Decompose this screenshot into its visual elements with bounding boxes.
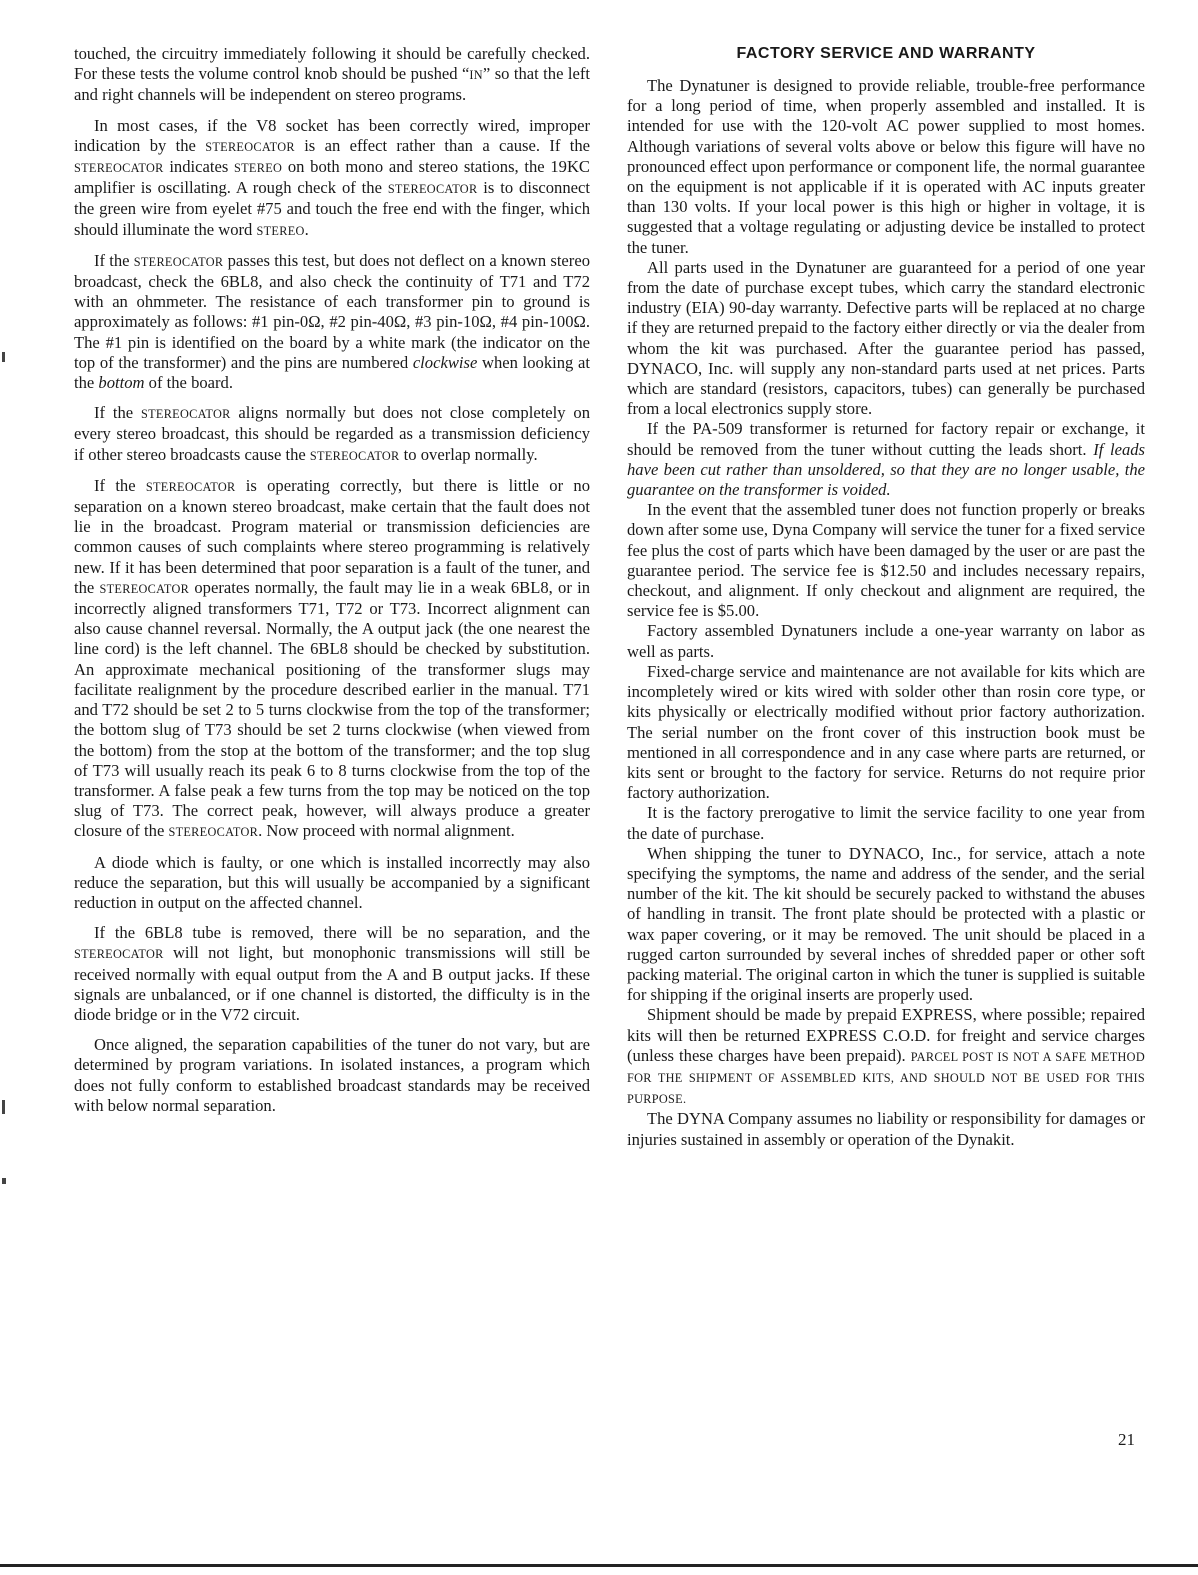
- left-column: [74, 44, 590, 1126]
- right-paragraph-9: Shipment should be made by prepaid EXPRESS, where possible; repaired kits will then be returned EXPRESS C.O.D. for freight and service charges (unless these charges have been prepaid). PARCEL POST IS NOT A SAFE METHOD FOR THE SHIPMENT OF ASSEMBLED KITS, AND SHOULD NOT BE USED FOR THIS PURPOSE.: [627, 1005, 1145, 1107]
- left-paragraph-6: A diode which is faulty, or one which is installed incorrectly may also reduce the separation, but this will usually be accompanied by a significant reduction in output on the affected channel.: [74, 852, 590, 912]
- left-paragraph-2: In most cases, if the V8 socket has been correctly wired, improper indication by the STEREOCATOR is an effect rather than a cause. If the STEREOCATOR indicates STEREO on both mono and stereo stations, the 19KC amplifier is oscillating. A rough check of the STEREOCATOR is to disconnect the green wire from eyelet #75 and touch the free end with the finger, which should illuminate the word STEREO.: [74, 115, 591, 239]
- left-paragraph-7: If the 6BL8 tube is removed, there will be no separation, and the STEREOCATOR will not light, but monophonic transmissions will still be received normally with equal output from the A and B output jacks. If these signals are unbalanced, or if one channel is distorted, the difficulty is in the diode bridge or in the V72 circuit.: [74, 923, 590, 1024]
- page-number: 21: [1118, 1430, 1135, 1449]
- right-paragraph-5: Factory assembled Dynatuners include a one-year warranty on labor as well as parts.: [627, 621, 1145, 661]
- margin-mark: [2, 1178, 6, 1184]
- right-paragraph-6: Fixed-charge service and maintenance are not available for kits which are incompletely wired or kits wired with solder other than rosin core type, or kits physically or electrically modified without prior factory authorization. The serial number on the front cover of this instruction book must be mentioned in all correspondence and in any case where parts are returned, or kits sent or brought to the factory for service. Returns do not require prior factory authorization.: [627, 661, 1145, 803]
- right-paragraph-4: In the event that the assembled tuner does not function properly or breaks down after some use, Dyna Company will service the tuner for a fixed service fee plus the cost of parts which have been damaged by the user or are past the guarantee period. The service fee is $12.50 and includes necessary repairs, checkout, and alignment. If only checkout and alignment are required, the service fee is $5.00.: [627, 500, 1145, 621]
- margin-mark: [2, 1100, 5, 1114]
- left-paragraph-8: Once aligned, the separation capabilities of the tuner do not vary, but are determined by program variations. In isolated instances, a program which does not fully conform to established broadcast standards may be received with below normal separation.: [74, 1035, 590, 1115]
- left-paragraph-3: If the STEREOCATOR passes this test, but does not deflect on a known stereo broadcast, check the 6BL8, and also check the continuity of T71 and T72 with an ohmmeter. The resistance of each transformer pin to ground is approximately as follows: #1 pin-0Ω, #2 pin-40Ω, #3 pin-10Ω, #4 pin-100Ω. The #1 pin is identified on the board by a white mark (the indicator on the top of the transformer) and the pins are numbered clockwise when looking at the bottom of the board.: [74, 250, 590, 393]
- left-paragraph-1: touched, the circuitry immediately following it should be carefully checked. For these tests the volume control knob should be pushed “IN” so that the left and right channels will be independent on stereo programs.: [74, 44, 590, 105]
- left-paragraph-4: If the STEREOCATOR aligns normally but does not close completely on every stereo broadcast, this should be regarded as a transmission deficiency if other stereo broadcasts cause the STEREOCATOR to overlap normally.: [74, 403, 590, 464]
- right-paragraph-3: If the PA-509 transformer is returned for factory repair or exchange, it should be removed from the tuner without cutting the leads short. If leads have been cut rather than unsoldered, so that they are no longer usable, the guarantee on the transformer is voided.: [627, 419, 1145, 500]
- right-paragraph-10: The DYNA Company assumes no liability or responsibility for damages or injuries sustained in assembly or operation of the Dynakit.: [627, 1109, 1145, 1149]
- margin-mark: [2, 352, 5, 362]
- right-paragraph-8: When shipping the tuner to DYNACO, Inc., for service, attach a note specifying the symptoms, the name and address of the sender, and the serial number of the kit. The kit should be securely packed to withstand the abuses of handling in transit. The front plate should be protected with a plastic or wax paper covering, or it may be removed. The unit should be placed in a rugged carton surrounded by several inches of shredded paper or other soft packing material. The original carton in which the tuner is supplied is suitable for shipping if the original inserts are properly used.: [627, 843, 1145, 1005]
- right-paragraph-1: The Dynatuner is designed to provide reliable, trouble-free performance for a long period of time, when properly assembled and installed. It is intended for use with the 120-volt AC power supplied to most homes. Although variations of several volts above or below this figure will have no pronounced effect upon performance or component life, the normal guarantee on the equipment is not applicable if it is operated with AC inputs greater than 130 volts. If your local power is this high or higher in voltage, it is suggested that a voltage regulating or adjusting device be installed to protect the tuner.: [627, 76, 1145, 257]
- left-paragraph-5: If the STEREOCATOR is operating correctly, but there is little or no separation on a known stereo broadcast, make certain that the fault does not lie in the broadcast. Program material or transmission deficiencies are common causes of such complaints where stereo programming is relatively new. If it has been determined that poor separation is a fault of the tuner, and the STEREOCATOR operates normally, the fault may lie in a weak 6BL8, or in incorrectly aligned transformers T71, T72 or T73. Incorrect alignment can also cause channel reversal. Normally, the A output jack (the one nearest the line cord) is the left channel. The 6BL8 should be checked by substitution. An approximate mechanical positioning of the transformer slugs may facilitate realignment by the procedure described earlier in the manual. T71 and T72 should be set 2 to 5 turns clockwise from the top of the transformer; the bottom slug of T73 should be set 2 turns clockwise (when viewed from the bottom) from the stop at the bottom of the transformer; and the top slug of T73 will usually reach its peak 6 to 8 turns clockwise from the top of the transformer. A false peak a few turns from the top may be noticed on the top slug of T73. The correct peak, however, will always produce a greater closure of the STEREOCATOR. Now proceed with normal alignment.: [74, 475, 591, 841]
- right-column: [627, 44, 1145, 1150]
- bottom-rule: [0, 1564, 1198, 1567]
- right-paragraph-7: It is the factory prerogative to limit the service facility to one year from the date of purchase.: [627, 803, 1145, 843]
- right-paragraph-2: All parts used in the Dynatuner are guaranteed for a period of one year from the date of purchase except tubes, which carry the standard electronic industry (EIA) 90-day warranty. Defective parts will be replaced at no charge if they are returned prepaid to the factory either directly or via the dealer from whom the kit was purchased. After the guarantee period has passed, DYNACO, Inc. will supply any non-standard parts used at net prices. Parts which are standard (resistors, capacitors, tubes) can generally be purchased from a local electronics supply store.: [627, 257, 1145, 419]
- section-heading: FACTORY SERVICE AND WARRANTY: [736, 45, 1036, 62]
